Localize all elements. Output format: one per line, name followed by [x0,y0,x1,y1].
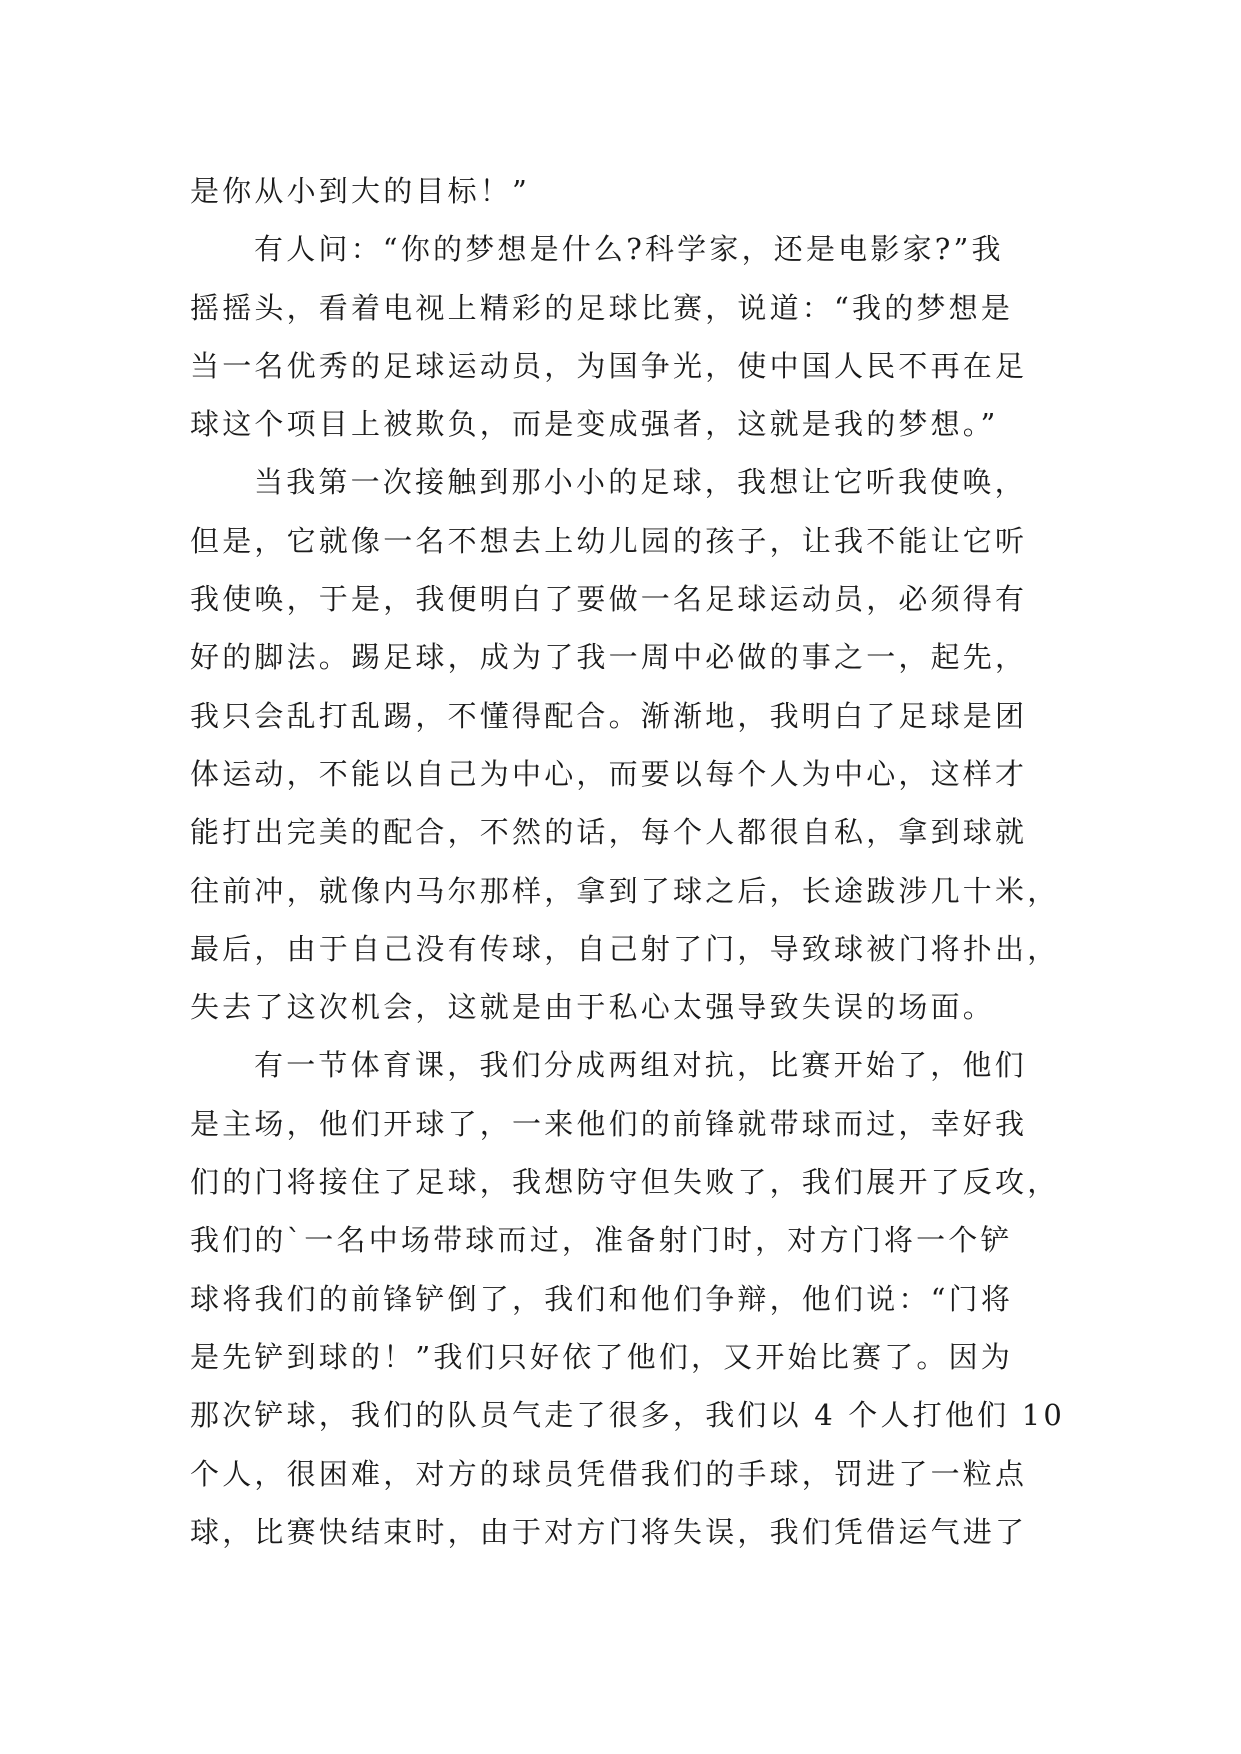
text-line: 我只会乱打乱踢，不懂得配合。渐渐地，我明白了足球是团 [190,698,1028,733]
paragraph-first-line: 有人问：“你的梦想是什么?科学家，还是电影家?”我 [254,232,1004,267]
text-line: 我们的`一名中场带球而过，准备射门时，对方门将一个铲 [190,1223,1013,1258]
paragraph-first-line: 有一节体育课，我们分成两组对抗，比赛开始了，他们 [254,1048,1027,1083]
body-text [190,162,1070,1561]
text-line: 是主场，他们开球了，一来他们的前锋就带球而过，幸好我 [190,1106,1028,1141]
text-line: 体运动，不能以自己为中心，而要以每个人为中心，这样才 [190,756,1028,791]
text-line: 当一名优秀的足球运动员，为国争光，使中国人民不再在足 [190,348,1028,383]
text-line: 我使唤，于是，我便明白了要做一名足球运动员，必须得有 [190,582,1028,617]
text-line: 好的脚法。踢足球，成为了我一周中必做的事之一，起先， [190,640,1028,675]
text-line: 是先铲到球的！”我们只好依了他们，又开始比赛了。因为 [190,1339,1014,1374]
text-line: 球，比赛快结束时，由于对方门将失误，我们凭借运气进了 [190,1514,1028,1549]
text-line: 失去了这次机会，这就是由于私心太强导致失误的场面。 [190,990,996,1025]
text-line: 是你从小到大的目标！” [190,174,531,208]
text-line: 球将我们的前锋铲倒了，我们和他们争辩，他们说：“门将 [190,1281,1014,1316]
text-line: 往前冲，就像内马尔那样，拿到了球之后，长途跋涉几十米， [190,873,1060,908]
text-line: 球这个项目上被欺负，而是变成强者，这就是我的梦想。” [190,407,999,442]
text-line: 们的门将接住了足球，我想防守但失败了，我们展开了反攻， [190,1165,1060,1200]
text-line: 能打出完美的配合，不然的话，每个人都很自私，拿到球就 [190,815,1028,850]
text-line: 最后，由于自己没有传球，自己射了门，导致球被门将扑出， [190,931,1060,966]
text-line: 那次铲球，我们的队员气走了很多，我们以 4 个人打他们 10 [190,1398,1066,1433]
text-line: 摇摇头，看着电视上精彩的足球比赛，说道：“我的梦想是 [190,290,1014,325]
paragraph-first-line: 当我第一次接触到那小小的足球，我想让它听我使唤， [254,465,1027,500]
text-line: 但是，它就像一名不想去上幼儿园的孩子，让我不能让它听 [190,523,1028,558]
text-line: 个人，很困难，对方的球员凭借我们的手球，罚进了一粒点 [190,1456,1028,1491]
